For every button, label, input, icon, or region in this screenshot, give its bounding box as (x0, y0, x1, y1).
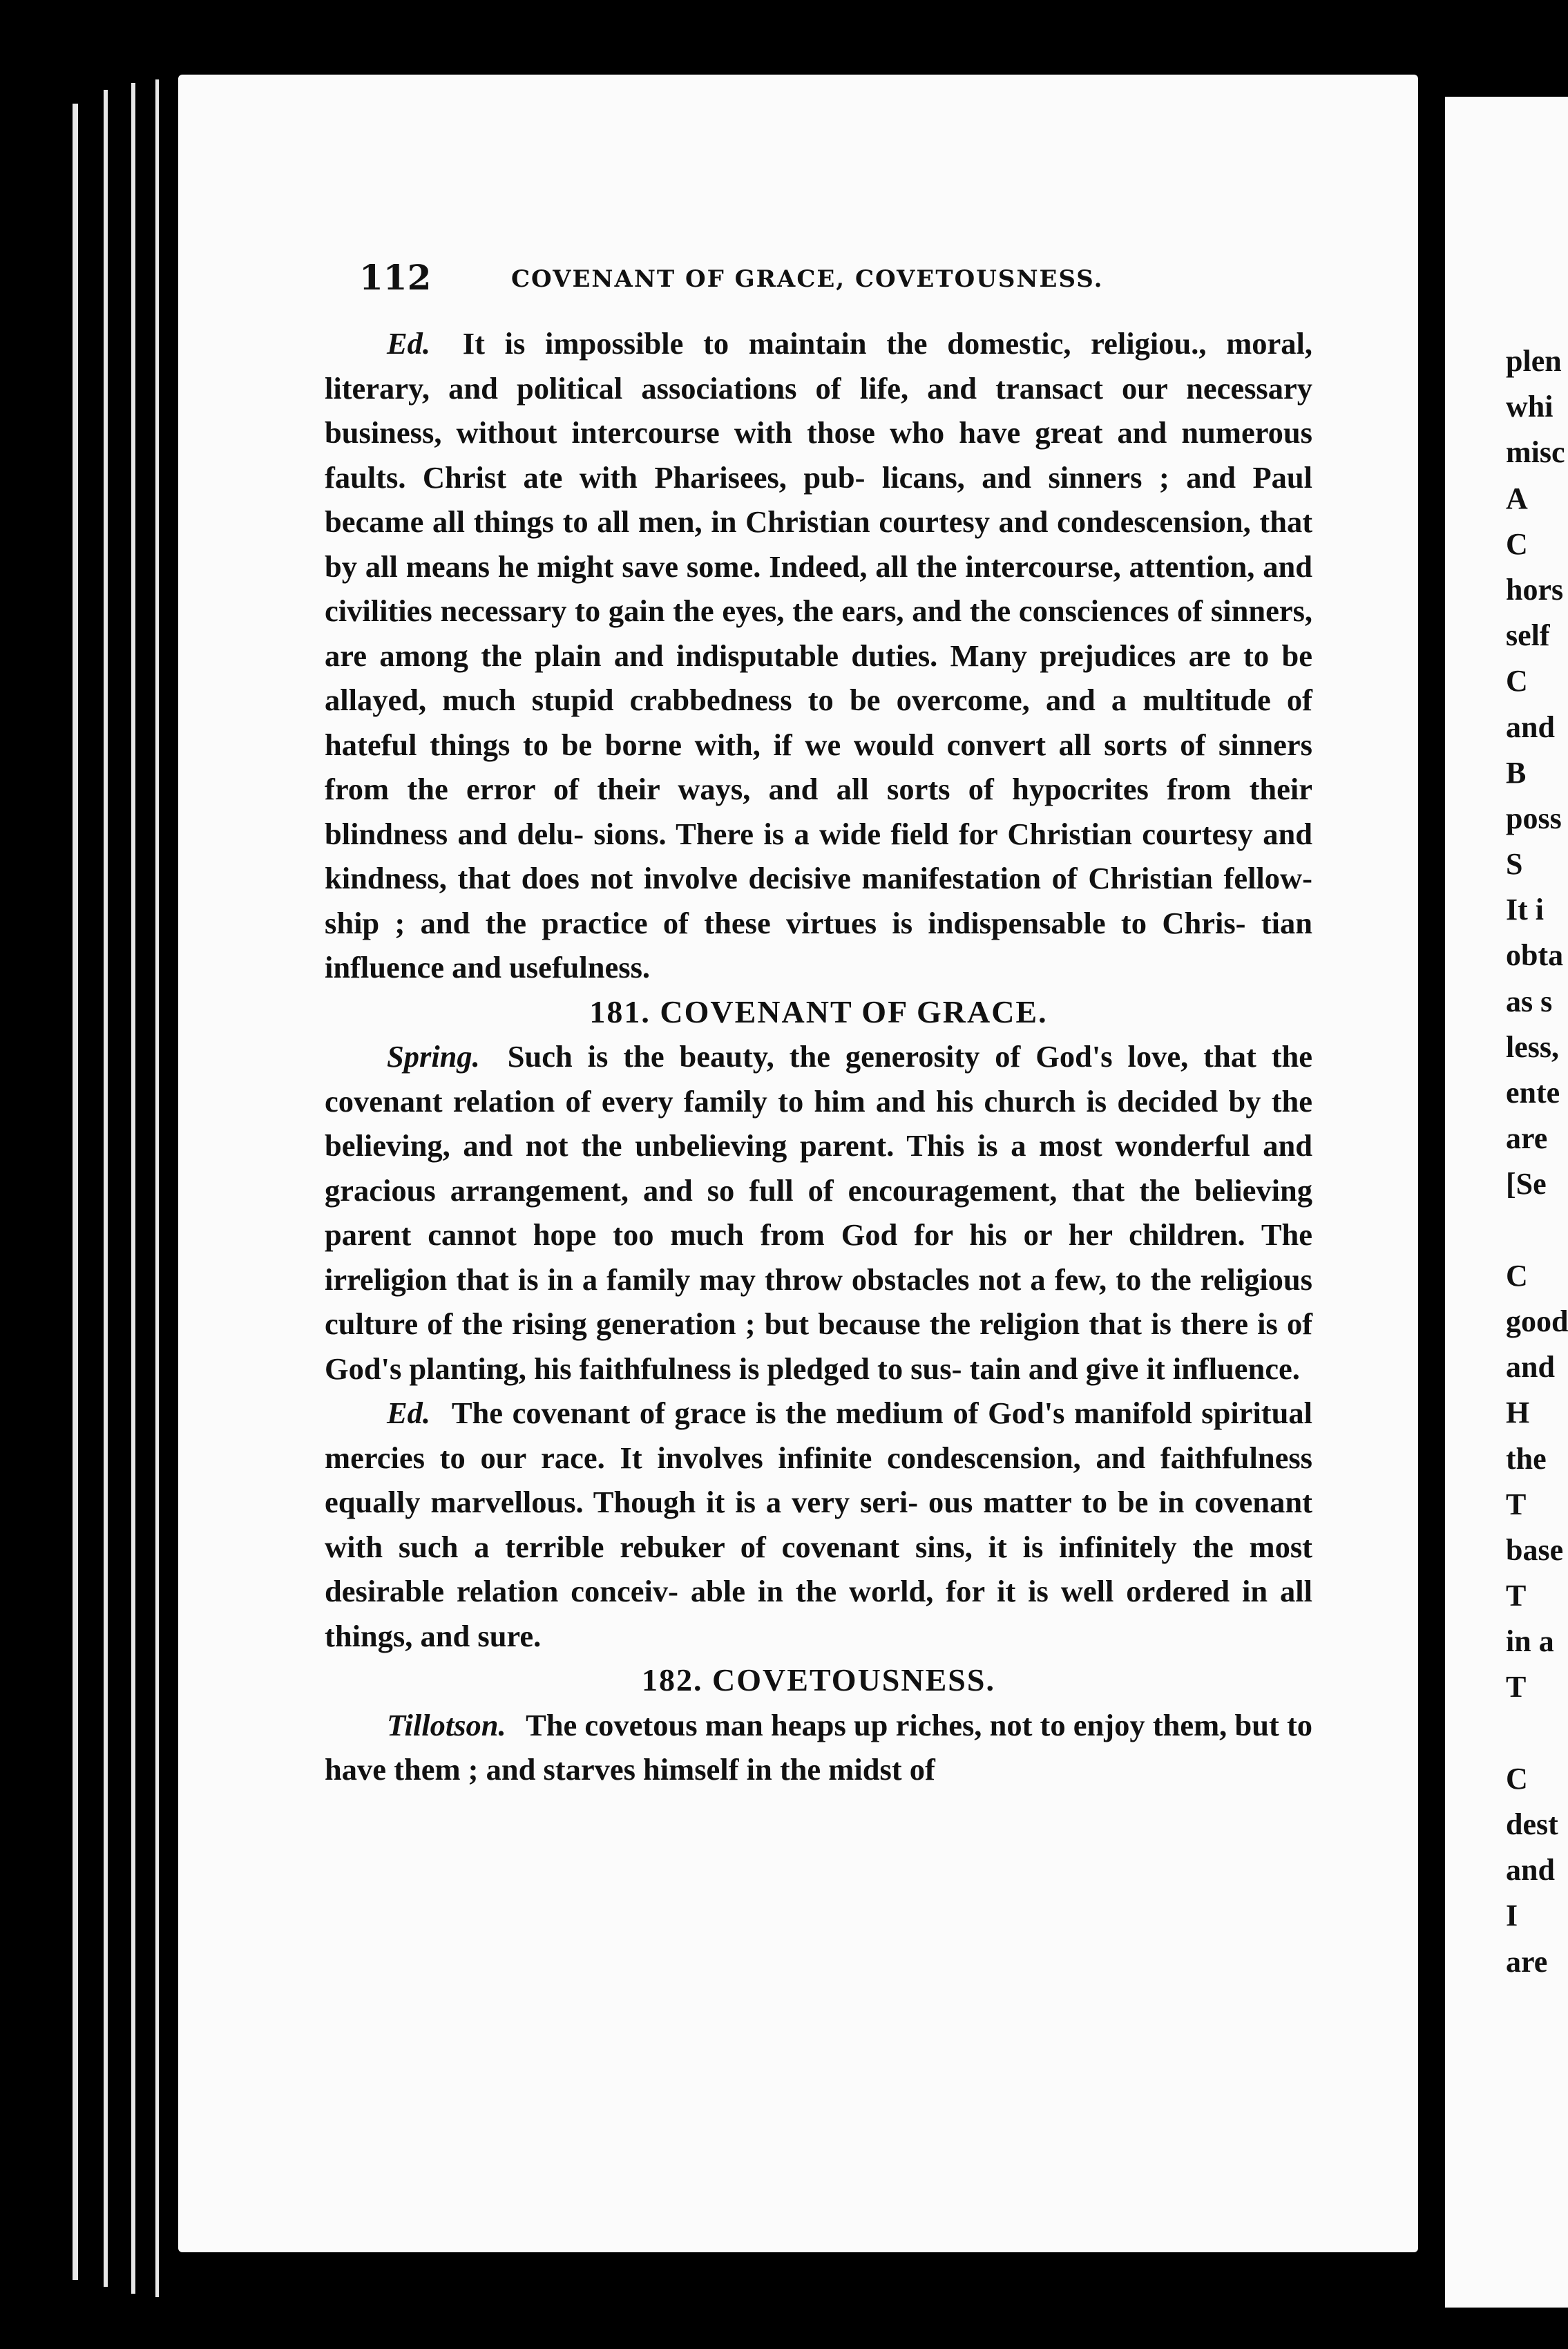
paragraph-ed-2 (325, 1391, 1312, 1658)
text-line: moral, literary, and political associations of life, and transact our (325, 326, 1313, 406)
speaker-label: Spring. (387, 1039, 480, 1074)
paragraph-tillotson (325, 1703, 1312, 1792)
facing-page-fragment: and (1506, 710, 1555, 744)
facing-page-fragment: S (1506, 847, 1523, 882)
facing-page-fragment: C (1506, 664, 1528, 698)
facing-page-fragment: hors (1506, 572, 1564, 607)
facing-page-fragment: are (1506, 1121, 1548, 1156)
facing-page-fragment: base (1506, 1532, 1564, 1567)
text-line: church is decided by the believing, and not the unbelieving (325, 1083, 1312, 1163)
text-line: that is in a family may throw obstacles not a few, to the religious (456, 1262, 1312, 1297)
facing-page-fragment: obta (1506, 938, 1564, 973)
facing-page-fragment: B (1506, 755, 1527, 790)
facing-page-fragment: and (1506, 1853, 1555, 1887)
text-line: Such is the beauty, the generosity of God's love, (507, 1039, 1189, 1074)
text-line: overcome, and a multitude of hateful things to be borne with, (325, 683, 1312, 762)
facing-page-fragment: A (1506, 481, 1528, 515)
text-line: parent. This is a most wonderful and gracious arrangement, (325, 1128, 1312, 1208)
facing-page-fragment: and (1506, 1350, 1555, 1385)
text-line: The covetous man heaps up riches, not to enjoy (526, 1707, 1145, 1742)
facing-page-fragment: T (1506, 1670, 1527, 1704)
text-line: culture of the rising generation ; but because the religion that (325, 1306, 1142, 1341)
page-edge-line (104, 90, 108, 2287)
facing-page-fragment: less, (1506, 1029, 1559, 1064)
text-line: and faithfulness equally marvellous. Though it is a very seri- (325, 1440, 1312, 1519)
text-line: sions. There is a wide field for Christian courtesy and kindness, (325, 816, 1312, 895)
facing-page-fragments (1506, 339, 1568, 1985)
text-line: hope too much from God for his or her children. The irreligion (325, 1217, 1312, 1297)
facing-page-fragment: C (1506, 1258, 1528, 1293)
text-line: save some. Indeed, all the intercourse, attention, and civilities (325, 549, 1312, 628)
page-header (359, 257, 1195, 305)
text-line: ship ; and the practice of these virtues is indispensable to Chris- (325, 905, 1246, 940)
text-line: It is impossible to maintain the domestic, religiou., (462, 326, 1207, 361)
facing-page-fragment: the (1506, 1441, 1547, 1476)
facing-page-fragment: are (1506, 1944, 1548, 1979)
text-line: that the covenant relation of every family to him and his (325, 1039, 1312, 1119)
running-head: COVENANT OF GRACE, COVETOUSNESS. (511, 265, 1104, 293)
facing-page-fragment: H (1506, 1396, 1530, 1430)
facing-page-fragment: good (1506, 1304, 1568, 1338)
facing-page-fragment (1506, 1208, 1568, 1253)
page-number: 112 (359, 257, 432, 298)
page-edge-line (131, 83, 135, 2294)
text-line: spiritual mercies to our race. It involves infinite condescension, (325, 1396, 1312, 1475)
page-edge-line (155, 79, 159, 2297)
text-line: sinners, are among the plain and indisputable duties. Many (325, 593, 1313, 673)
text-line: covenant sins, it is infinitely the most desirable relation conceiv- (325, 1529, 1313, 1608)
facing-page-fragment: whi (1506, 390, 1553, 424)
facing-page-fragment: C (1506, 526, 1528, 561)
paragraph-spring (325, 1034, 1312, 1391)
facing-page-fragment: poss (1506, 801, 1562, 835)
facing-page-fragment: dest (1506, 1807, 1558, 1841)
text-line: ous matter to be in covenant with such a terrible rebuker of (325, 1485, 1312, 1564)
text-line: tain and give it influence. (969, 1351, 1300, 1386)
page-body (325, 321, 1312, 1792)
section-heading-182: 182. COVETOUSNESS. (642, 1662, 995, 1697)
facing-page-fragment: in a (1506, 1624, 1554, 1659)
text-line: if we would convert all sorts of sinners from the error of their (325, 727, 1312, 806)
facing-page-fragment: misc (1506, 435, 1565, 470)
text-line: able in the world, for it is well ordered in all things, and sure. (325, 1574, 1312, 1653)
text-line: and so full of encouragement, that the believing parent cannot (325, 1172, 1312, 1252)
text-line: that does not involve decisive manifestation of Christian fellow- (457, 861, 1313, 895)
text-line: great and numerous faults. Christ ate with Pharisees, pub- (325, 415, 1312, 495)
facing-page-fragment: self (1506, 618, 1550, 653)
facing-page-fragment: T (1506, 1579, 1527, 1613)
text-line: licans, and sinners ; and Paul became all things to all men, in (325, 459, 1312, 539)
text-line: them, but to have them ; and starves himself in the midst of (325, 1707, 1313, 1787)
speaker-label: Ed. (387, 1396, 431, 1430)
facing-page-fragment: It i (1506, 893, 1544, 927)
paragraph-ed-1 (325, 321, 1312, 990)
text-line: ways, and all sorts of hypocrites from their blindness and delu- (325, 772, 1313, 851)
text-line: prejudices are to be allayed, much stupid crabbedness to be (325, 638, 1313, 717)
text-line: necessary business, without intercourse with those who have (325, 370, 1312, 450)
facing-page-fragment: T (1506, 1487, 1527, 1521)
facing-page-fragment: as s (1506, 984, 1553, 1018)
facing-page-fragment: I (1506, 1899, 1518, 1933)
text-line: tian influence and usefulness. (325, 905, 1312, 985)
speaker-label: Ed. (387, 326, 431, 361)
facing-page-fragment: [Se (1506, 1167, 1547, 1201)
text-line: Christian courtesy and condescension, that by all means he might (325, 504, 1313, 584)
facing-page-fragment: plen (1506, 344, 1562, 378)
text-line: The covenant of grace is the medium of God's manifold (451, 1396, 1192, 1430)
text-line: is there is of God's planting, his faithfulness is pledged to sus- (325, 1306, 1313, 1386)
facing-page-fragment: ente (1506, 1076, 1560, 1110)
facing-page-fragment (1506, 1711, 1568, 1756)
section-heading-181: 181. COVENANT OF GRACE. (589, 993, 1048, 1029)
facing-page-fragment: C (1506, 1761, 1528, 1796)
speaker-label: Tillotson. (387, 1707, 506, 1742)
page-edge-line (73, 104, 78, 2280)
text-line: necessary to gain the eyes, the ears, and the consciences of (440, 593, 1203, 628)
